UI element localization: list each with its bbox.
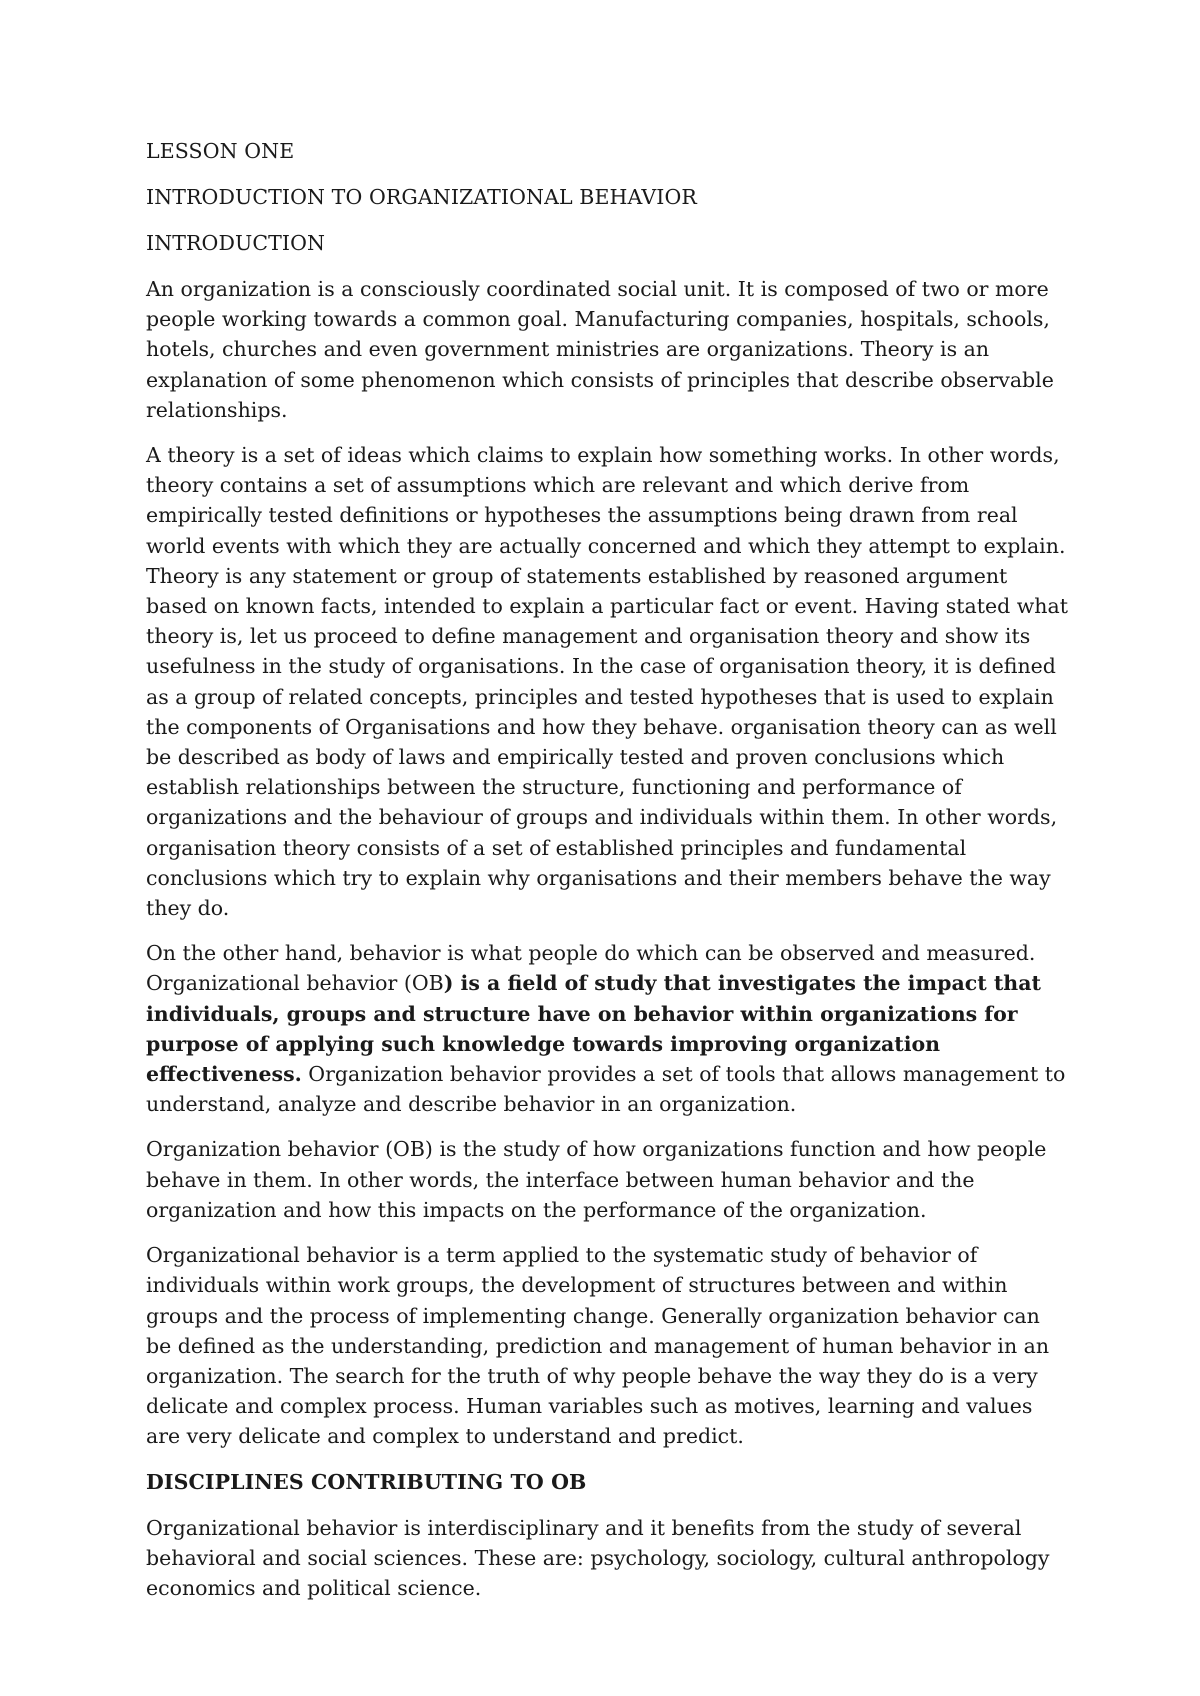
paragraph-behavior-definition xyxy=(146,938,1071,1119)
paragraph-theory-definition: A theory is a set of ideas which claims to explain how something works. In other words, theory contains a set of assumptions which are relevant and which derive from empirically tested definitions or hypotheses the assumptions being drawn from real world events with which they are actually concerned and which they attempt to explain. Theory is any statement or group of statements established by reasoned argument based on known facts, intended to explain a particular fact or event. Having stated what theory is, let us proceed to define management and organisation theory and show its usefulness in the study of organisations. In the case of organisation theory, it is defined as a group of related concepts, principles and tested hypotheses that is used to explain the components of Organisations and how they behave. organisation theory can as well be described as body of laws and empirically tested and proven conclusions which establish relationships between the structure, functioning and performance of organizations and the behaviour of groups and individuals within them. In other words, organisation theory consists of a set of established principles and fundamental conclusions which try to explain why organisations and their members behave the way they do. xyxy=(146,443,1068,921)
paragraph-behavior-start: On the other hand, behavior is what people do which can be observed and measured. Organizational behavior (OB xyxy=(146,941,1036,996)
document-page xyxy=(146,136,1071,1618)
paragraph-organization-definition: An organization is a consciously coordinated social unit. It is composed of two or more people working towards a common goal. Manufacturing companies, hospitals, schools, hotels, churches and even government ministries are organizations. Theory is an explanation of some phenomenon which consists of principles that describe observable relationships. xyxy=(146,277,1054,422)
paragraph-ob-systematic-study: Organizational behavior is a term applied to the systematic study of behavior of individuals within work groups, the development of structures between and within groups and the process of implementing change. Generally organization behavior can be defined as the understanding, prediction and management of human behavior in an organization. The search for the truth of why people behave the way they do is a very delicate and complex process. Human variables such as motives, learning and values are very delicate and complex to understand and predict. xyxy=(146,1243,1050,1449)
document-title: INTRODUCTION TO ORGANIZATIONAL BEHAVIOR xyxy=(146,185,697,209)
paragraph-behavior-emphasis: ) is a field of study that investigates the impact that individuals, groups and structure have on behavior within organizations for purpose of applying such knowledge towards improving organization effectiveness. xyxy=(146,971,1041,1087)
section-heading-disciplines: DISCIPLINES CONTRIBUTING TO OB xyxy=(146,1469,587,1494)
paragraph-interdisciplinary: Organizational behavior is interdisciplinary and it benefits from the study of several behavioral and social sciences. These are: psychology, sociology, cultural anthropology economics and political science. xyxy=(146,1515,1050,1600)
lesson-label: LESSON ONE xyxy=(146,139,295,163)
paragraph-behavior-end: Organization behavior provides a set of tools that allows management to understand, analyze and describe behavior in an organization. xyxy=(146,1062,1066,1117)
section-heading-introduction: INTRODUCTION xyxy=(146,231,326,255)
paragraph-ob-study: Organization behavior (OB) is the study of how organizations function and how people behave in them. In other words, the interface between human behavior and the organization and how this impacts on the performance of the organization. xyxy=(146,1137,1047,1222)
